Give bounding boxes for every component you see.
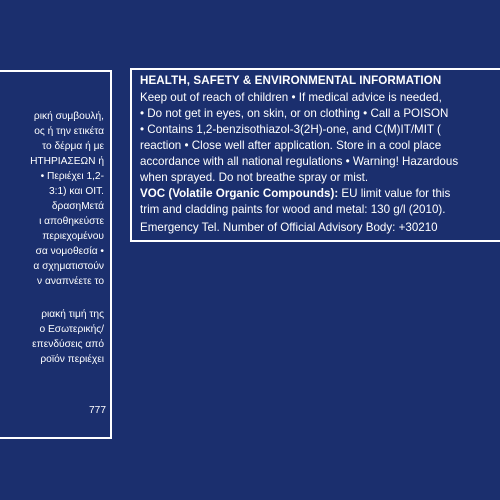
emergency-tel-line: Emergency Tel. Number of Official Advisory Body: +30210 xyxy=(140,221,438,234)
greek-text-line: ος ή την ετικέτα xyxy=(34,126,104,137)
greek-text-line: περιεχομένου xyxy=(42,231,104,242)
voc-text: EU limit value for this xyxy=(338,187,451,200)
english-text-line: when sprayed. Do not breathe spray or mist. xyxy=(140,171,369,184)
english-safety-panel xyxy=(130,68,500,242)
greek-text-line: 3:1) και OIT. xyxy=(48,186,104,197)
english-text-line: Keep out of reach of children • If medical advice is needed, xyxy=(140,91,442,104)
voc-line-2: trim and cladding paints for wood and metal: 130 g/l (2010). xyxy=(140,203,446,216)
greek-text-line: ρική συμβουλή, xyxy=(33,111,104,122)
greek-emergency-tel: 777 xyxy=(89,405,106,416)
english-text-line: • Contains 1,2-benzisothiazol-3(2H)-one, and C(M)IT/MIT ( xyxy=(140,123,441,136)
greek-text-line: ο Εσωτερικής/ xyxy=(39,324,104,335)
english-text-line: accordance with all national regulations • Warning! Hazardous xyxy=(140,155,459,168)
greek-text-line: ριακή τιμή της xyxy=(41,309,104,320)
greek-text-line: ροϊόν περιέχει xyxy=(40,354,104,365)
greek-safety-panel xyxy=(0,70,112,439)
greek-text-line: ΗΤΗΡΙΑΣΕΩΝ ή xyxy=(30,156,104,167)
greek-text-line: α σχηματιστούν xyxy=(33,261,104,272)
english-text-line: reaction • Close well after application. Store in a cool place xyxy=(140,139,442,152)
greek-text-line: ν αναπνέετε το xyxy=(37,276,104,287)
panel-heading: HEALTH, SAFETY & ENVIRONMENTAL INFORMATION xyxy=(140,74,442,87)
voc-label: VOC (Volatile Organic Compounds): xyxy=(140,187,339,200)
greek-text-line: δρασηΜετά xyxy=(51,201,104,212)
greek-text-line: επενδύσεις από xyxy=(32,339,104,350)
greek-text-line: • Περιέχει 1,2- xyxy=(40,171,104,182)
greek-text-line: ι αποθηκεύστε xyxy=(39,216,104,227)
greek-text-line: σα νομοθεσία • xyxy=(35,246,104,257)
greek-text-line: το δέρμα ή με xyxy=(42,141,104,152)
voc-line xyxy=(140,186,450,202)
english-text-line: • Do not get in eyes, on skin, or on clothing • Call a POISON xyxy=(140,107,449,120)
